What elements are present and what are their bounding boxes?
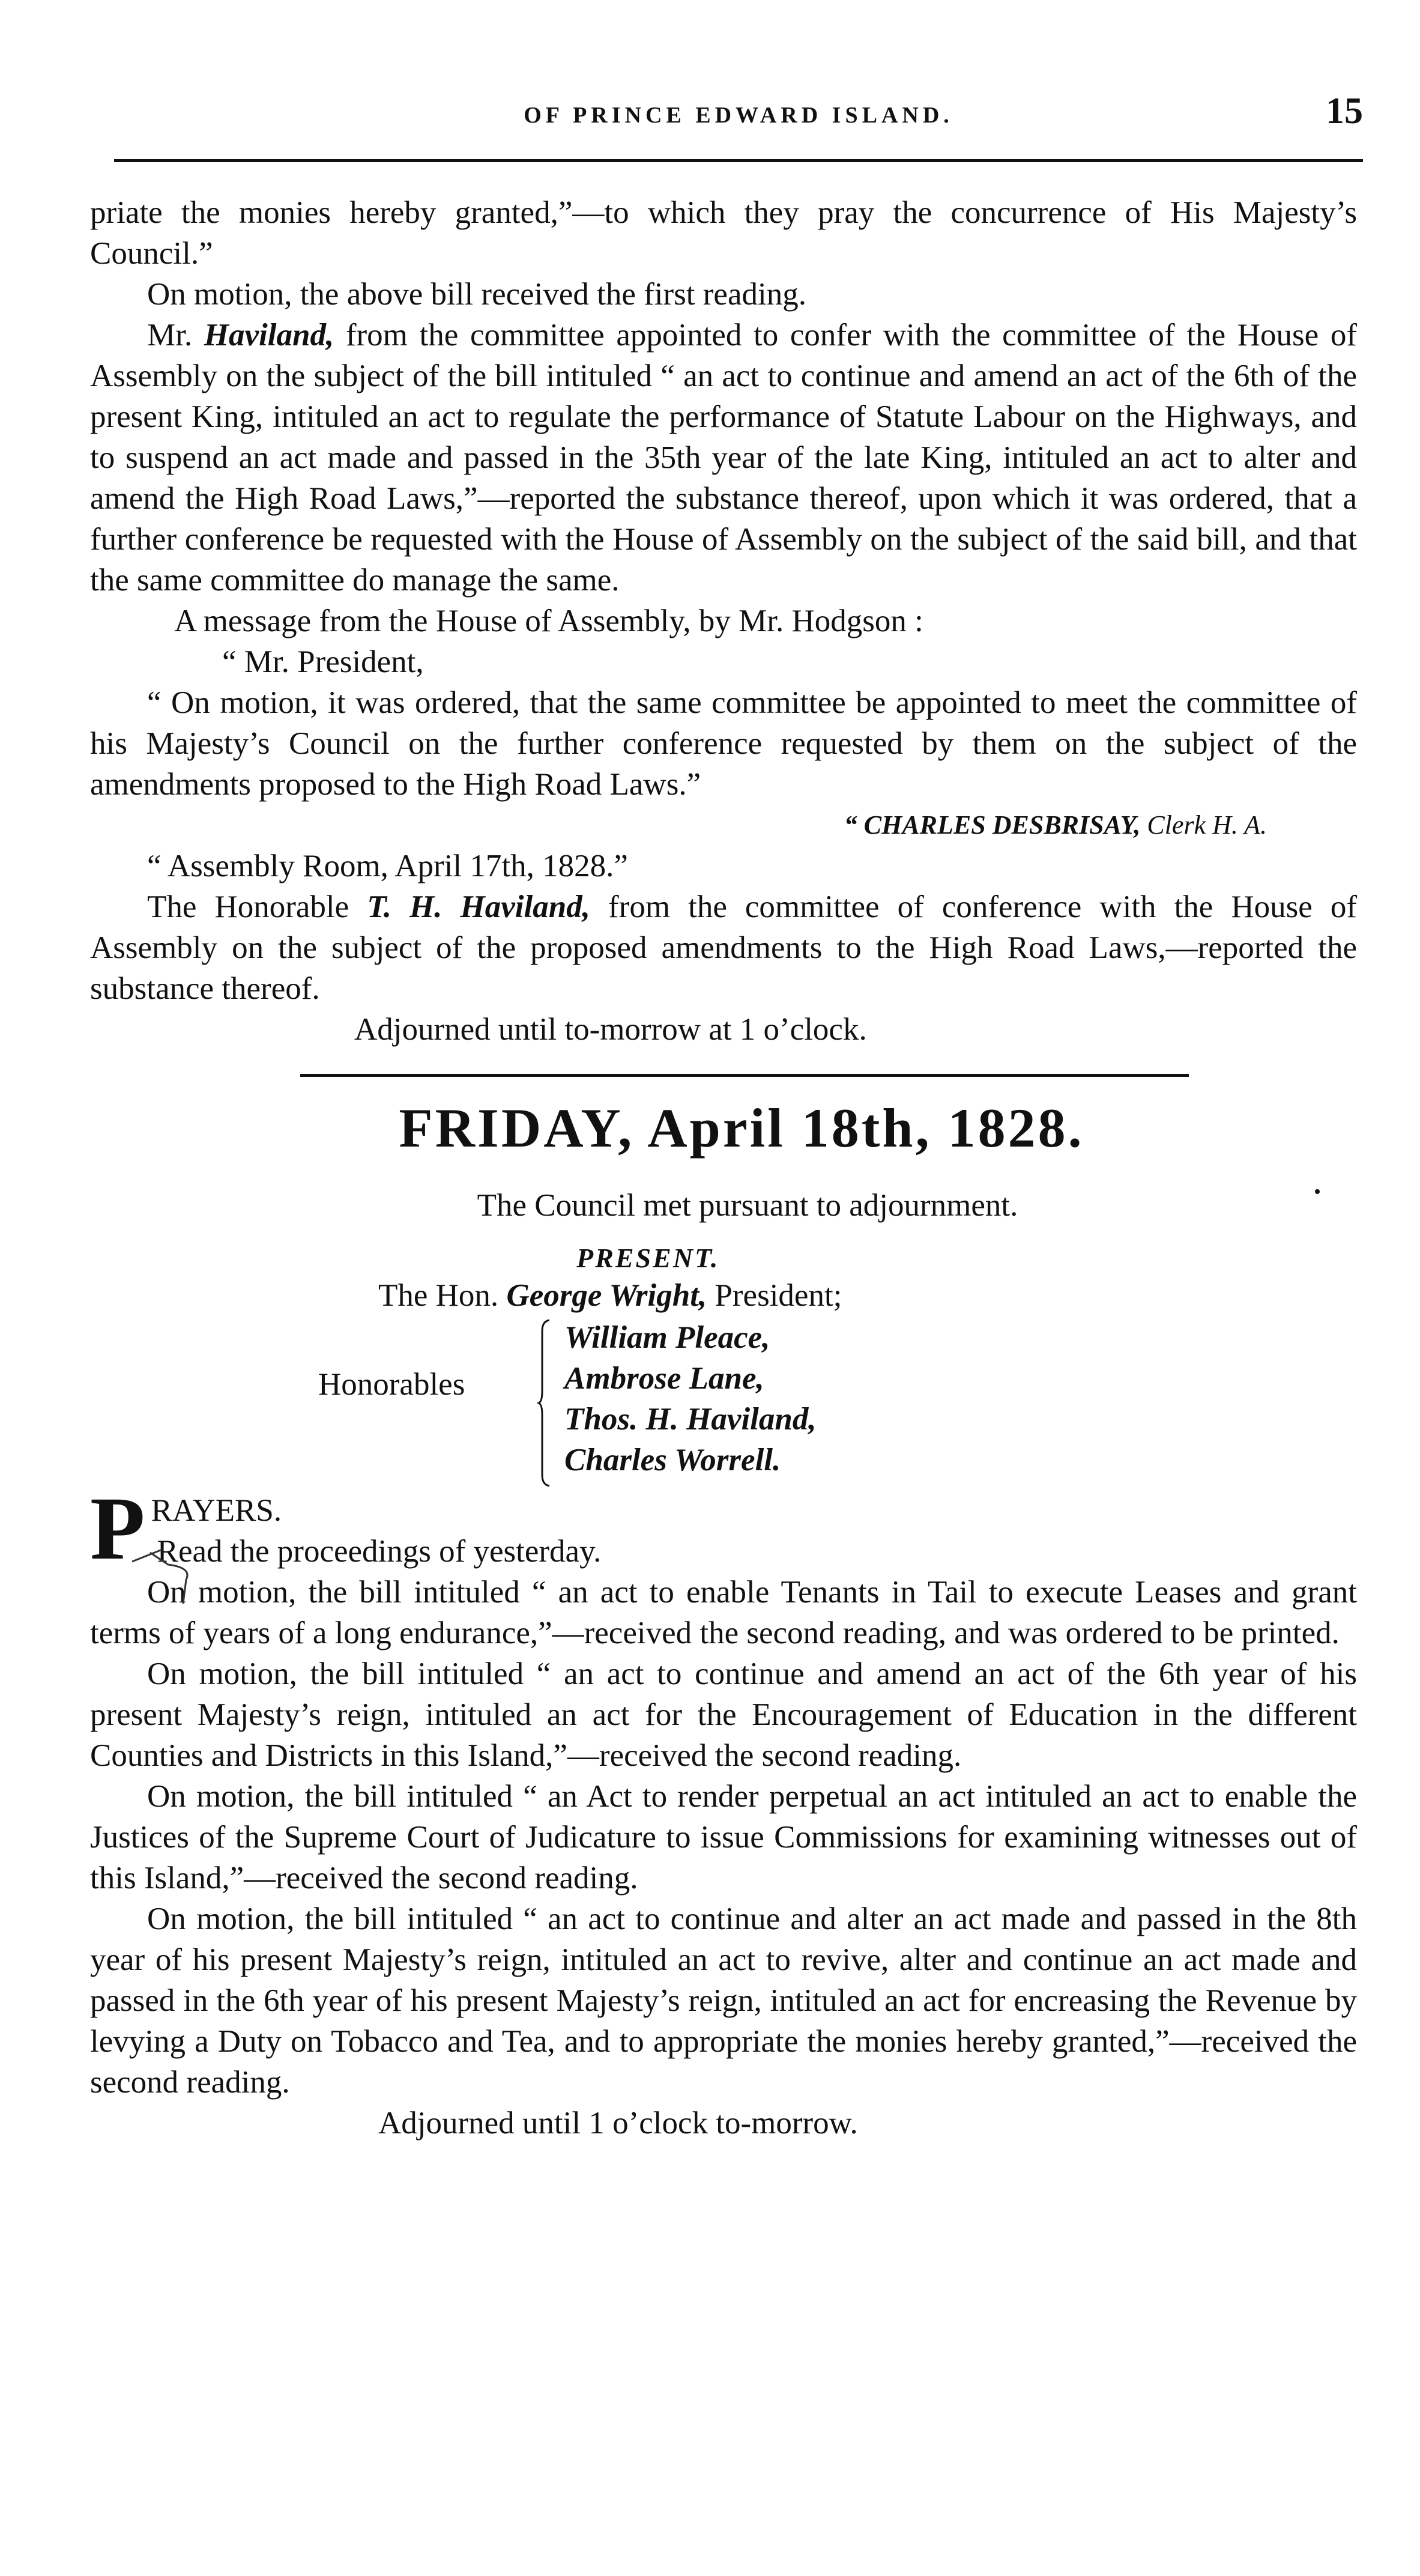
salutation: “ Mr. President, bbox=[222, 644, 424, 679]
page-body bbox=[90, 192, 1357, 2144]
honorable-name: William Pleace, bbox=[564, 1320, 770, 1355]
council-met-line: The Council met pursuant to adjournment. bbox=[477, 1188, 1018, 1223]
section-divider bbox=[300, 1074, 1189, 1077]
read-proceedings: Read the proceedings of yesterday. bbox=[157, 1534, 602, 1569]
honorable-name: Thos. H. Haviland, bbox=[564, 1402, 817, 1437]
haviland-report-text: from the committee appointed to confer with the committee of the House of Assembly on the subject of the bill intituled “ an act to continue and amend an act of the 6th of the present King, intituled an act to regulate the performance of Statute Labour on the Highways, and to suspend an act made and passed in the 35th year of the late King, intituled an act to alter and amend the High Road Laws,”—reported the substance thereof, upon which it was ordered, that a further conference be requested with the House of Assembly on the subject of the said bill, and that the same committee do manage the same. bbox=[90, 318, 1357, 598]
brace-icon bbox=[537, 1319, 551, 1487]
paragraph-haviland-report bbox=[90, 315, 1357, 601]
paragraph-honorable-report bbox=[90, 886, 1357, 1009]
haviland-name: Haviland, bbox=[204, 318, 334, 353]
signature-title: Clerk H. A. bbox=[1140, 810, 1267, 840]
present-label: PRESENT. bbox=[576, 1243, 720, 1273]
signature bbox=[90, 805, 1357, 846]
honorables-label: Honorables bbox=[318, 1367, 465, 1402]
paragraph-education-bill: On motion, the bill intituled “ an act to continue and amend an act of the 6th year of his present Majesty’s reign, intituled an act for the Encouragement of Education in the different Counties and Districts in this Island,”—received the second reading. bbox=[90, 1656, 1357, 1773]
paragraph-adjourned-final: Adjourned until 1 o’clock to-morrow. bbox=[378, 2106, 858, 2141]
prayers-heading: RAYERS. bbox=[151, 1493, 282, 1528]
mr-prefix: Mr. bbox=[147, 318, 204, 353]
signature-name: “ CHARLES DESBRISAY, bbox=[844, 810, 1141, 840]
paragraph-adjourned: Adjourned until to-morrow at 1 o’clock. bbox=[354, 1012, 867, 1047]
paragraph-first-reading: On motion, the above bill received the first reading. bbox=[147, 277, 806, 312]
honorable-name: Charles Worrell. bbox=[564, 1443, 781, 1477]
page-number: 15 bbox=[1326, 91, 1363, 132]
hon-prefix: The Hon. bbox=[378, 1278, 507, 1313]
honorables-list bbox=[564, 1317, 817, 1480]
paragraph-motion-quote: “ On motion, it was ordered, that the same committee be appointed to meet the committee of his Majesty’s Council on the further conference requested by them on the subject of the amendments proposed to the High Road Laws.” bbox=[90, 685, 1357, 802]
running-title: OF PRINCE EDWARD ISLAND. bbox=[524, 103, 953, 128]
honorable-prefix: The Honorable bbox=[147, 889, 367, 924]
th-haviland-name: T. H. Haviland, bbox=[367, 889, 590, 924]
president-line bbox=[378, 1275, 842, 1316]
honorable-report-text: from the committee of conference with the House of Assembly on the subject of the proposed amendments to the High Road Laws,—reported the substance thereof. bbox=[90, 889, 1357, 1006]
president-name: George Wright, bbox=[506, 1278, 707, 1313]
paragraph-justices-bill: On motion, the bill intituled “ an Act to render perpetual an act intituled an act to enable the Justices of the Supreme Court of Judicature to issue Commissions for examining witnesses out of this Island,”—received the second reading. bbox=[90, 1779, 1357, 1896]
pen-mark-icon bbox=[126, 1538, 210, 1610]
paragraph-message: A message from the House of Assembly, by Mr. Hodgson : bbox=[174, 604, 923, 638]
honorable-name: Ambrose Lane, bbox=[564, 1361, 764, 1396]
header-rule bbox=[114, 159, 1363, 162]
paragraph-tenants-bill: On motion, the bill intituled “ an act to enable Tenants in Tail to execute Leases and grant terms of years of a long endurance,”—received the second reading, and was ordered to be printed. bbox=[90, 1575, 1357, 1650]
paragraph-continued: priate the monies hereby granted,”—to which they pray the concurrence of His Majesty’s Council.” bbox=[90, 195, 1357, 271]
present-block bbox=[90, 1238, 1357, 1490]
page-header bbox=[114, 84, 1363, 132]
president-suffix: President; bbox=[707, 1278, 842, 1313]
section-heading: FRIDAY, April 18th, 1828. bbox=[399, 1097, 1084, 1159]
speck-mark bbox=[1315, 1189, 1320, 1194]
paragraph-revenue-bill: On motion, the bill intituled “ an act to continue and alter an act made and passed in the 8th year of his present Majesty’s reign, intituled an act to revive, alter and continue an act made and passed in the 6th year of his present Majesty’s reign, intituled an act for encreasing the Revenue by levying a Duty on Tobacco and Tea, and to appropriate the monies hereby granted,”—received the second reading. bbox=[90, 1902, 1357, 2100]
prayers-paragraph bbox=[90, 1479, 1357, 1578]
drop-cap: P bbox=[90, 1479, 145, 1578]
paragraph-assembly-room: “ Assembly Room, April 17th, 1828.” bbox=[147, 849, 628, 883]
